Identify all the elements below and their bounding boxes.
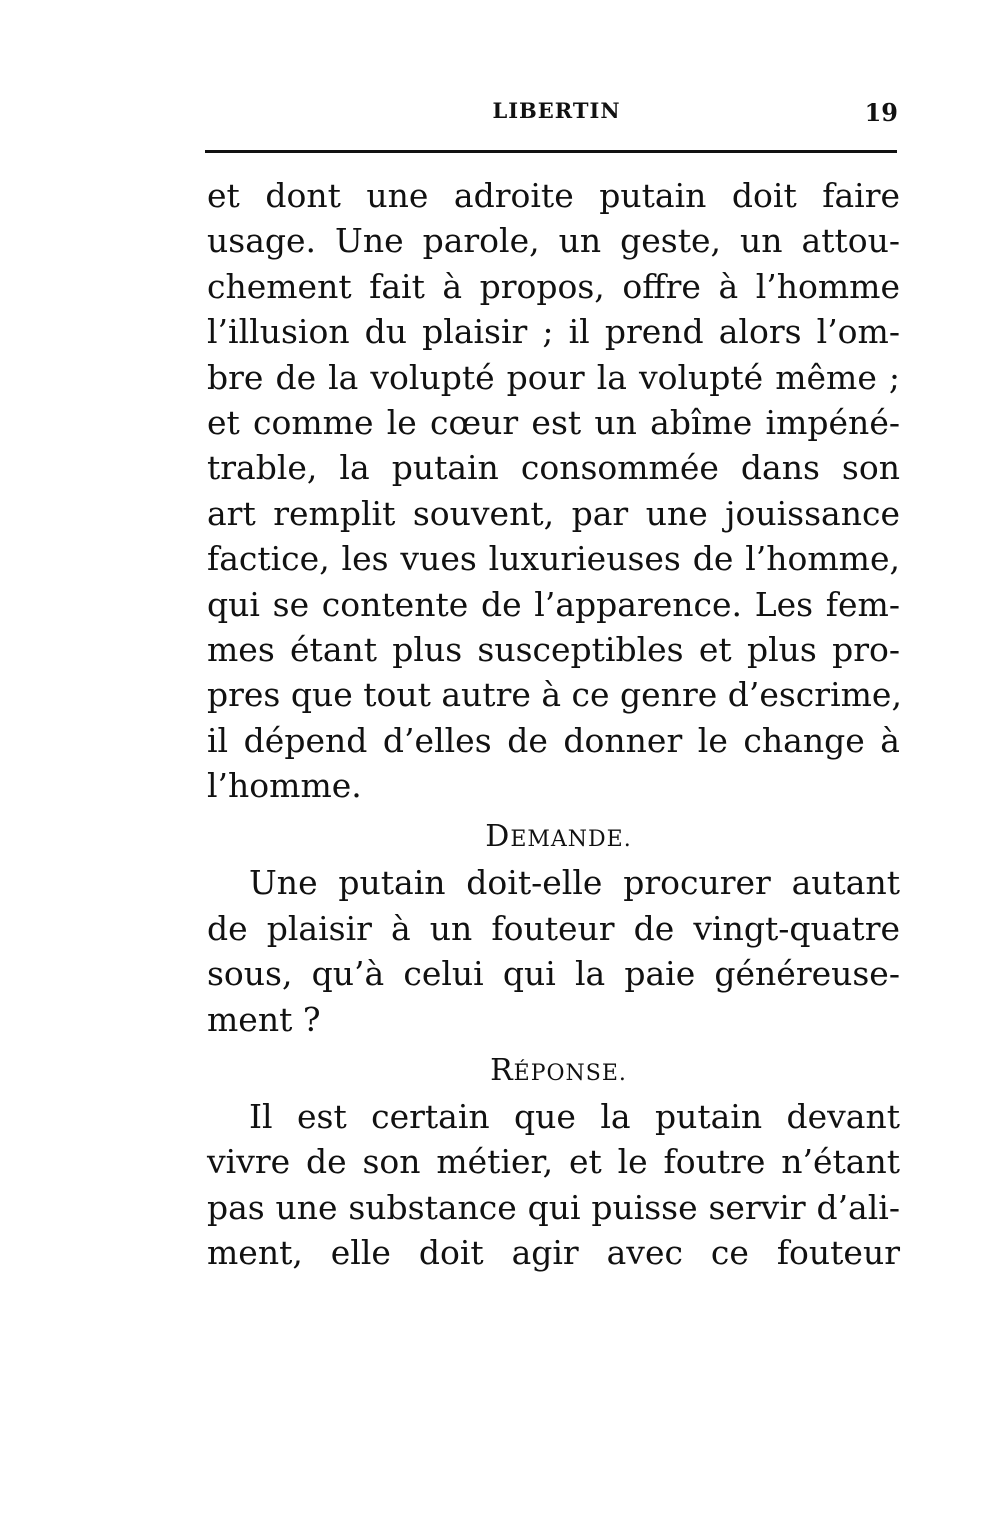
- section-heading-reponse: [207, 1042, 900, 1094]
- text-line: ment, elle doit agir avec ce fouteur: [207, 1233, 900, 1273]
- text-line: qui se contente de l’apparence. Les fem-: [207, 584, 900, 624]
- text-line: bre de la volupté pour la volupté même ;: [207, 357, 900, 397]
- text-line: chement fait à propos, offre à l’homme: [207, 266, 900, 306]
- text-line: usage. Une parole, un geste, un attou-: [207, 221, 900, 261]
- text-line: il dépend d’elles de donner le change à: [207, 720, 900, 760]
- text-line: et comme le cœur est un abîme impéné-: [207, 402, 900, 442]
- text-line: Il est certain que la putain devant: [249, 1097, 900, 1137]
- text-line: factice, les vues luxurieuses de l’homme,: [207, 539, 900, 579]
- header-rule: [205, 150, 897, 153]
- text-line: mes étant plus susceptibles et plus pro-: [207, 629, 900, 669]
- text-line: Une putain doit-elle procurer autant: [249, 863, 900, 903]
- heading-smallcaps: ÉPONSE.: [513, 1061, 627, 1087]
- text-line: pas une substance qui puisse servir d’ali-: [207, 1187, 900, 1227]
- running-title: LIBERTIN: [492, 98, 621, 123]
- text-line: l’homme.: [207, 766, 362, 806]
- section-heading-demande: [207, 808, 900, 860]
- heading-initial: D: [485, 819, 511, 855]
- text-line: vivre de son métier, et le foutre n’étant: [207, 1142, 900, 1182]
- text-line: pres que tout autre à ce genre d’escrime,: [207, 675, 902, 715]
- text-line: de plaisir à un fouteur de vingt-quatre: [207, 908, 900, 948]
- text-line: et dont une adroite putain doit faire: [207, 176, 900, 215]
- text-line: art remplit souvent, par une jouissance: [207, 493, 900, 533]
- heading-smallcaps: EMANDE.: [510, 827, 632, 853]
- heading-initial: R: [490, 1053, 514, 1089]
- body-text: [207, 173, 900, 1276]
- text-line: sous, qu’à celui qui la paie généreuse-: [207, 954, 900, 994]
- text-line: ment ?: [207, 999, 321, 1039]
- running-head: [205, 98, 898, 132]
- page-number: 19: [864, 98, 898, 127]
- text-line: l’illusion du plaisir ; il prend alors l’om-: [207, 312, 900, 352]
- text-line: trable, la putain consommée dans son: [207, 448, 900, 488]
